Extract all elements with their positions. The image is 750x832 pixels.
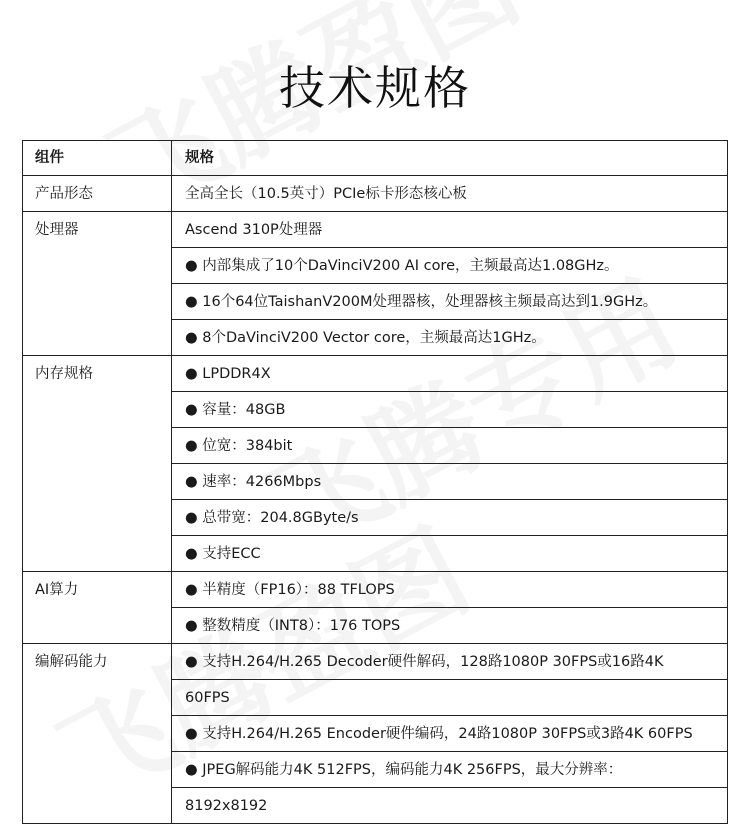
table-header-row [23,141,728,176]
spec-cell: 全高全长（10.5英寸）PCIe标卡形态核心板 [172,176,728,212]
spec-cell: ● 整数精度（INT8）：176 TOPS [172,608,728,644]
header-spec: 规格 [172,141,728,176]
spec-cell: ● 8个DaVinciV200 Vector core，主频最高达1GHz。 [172,320,728,356]
spec-cell: ● 16个64位TaishanV200M处理器核，处理器核主频最高达到1.9GHz。 [172,284,728,320]
spec-cell: ● 总带宽：204.8GByte/s [172,500,728,536]
component-cell: 编解码能力 [23,644,172,824]
spec-cell: ● 支持H.264/H.265 Decoder硬件解码，128路1080P 30FPS或16路4K [172,644,728,680]
spec-cell: ● 半精度（FP16）：88 TFLOPS [172,572,728,608]
table-row [23,572,728,608]
spec-cell: ● 内部集成了10个DaVinciV200 AI core，主频最高达1.08GHz。 [172,248,728,284]
spec-cell: Ascend 310P处理器 [172,212,728,248]
table-row [23,212,728,248]
spec-cell: 8192x8192 [172,788,728,824]
component-cell: 处理器 [23,212,172,356]
component-cell: 内存规格 [23,356,172,572]
page-title: 技术规格 [279,61,471,115]
component-cell: AI算力 [23,572,172,644]
header-component: 组件 [23,141,172,176]
table-row [23,644,728,680]
spec-cell: ● 容量：48GB [172,392,728,428]
spec-cell: ● 支持ECC [172,536,728,572]
spec-cell: ● 位宽：384bit [172,428,728,464]
spec-table [22,140,728,824]
spec-cell: ● LPDDR4X [172,356,728,392]
table-row [23,176,728,212]
component-cell: 产品形态 [23,176,172,212]
spec-cell: ● JPEG解码能力4K 512FPS，编码能力4K 256FPS，最大分辨率： [172,752,728,788]
table-row [23,356,728,392]
spec-cell: ● 速率：4266Mbps [172,464,728,500]
spec-cell: ● 支持H.264/H.265 Encoder硬件编码，24路1080P 30FPS或3路4K 60FPS [172,716,728,752]
spec-cell: 60FPS [172,680,728,716]
